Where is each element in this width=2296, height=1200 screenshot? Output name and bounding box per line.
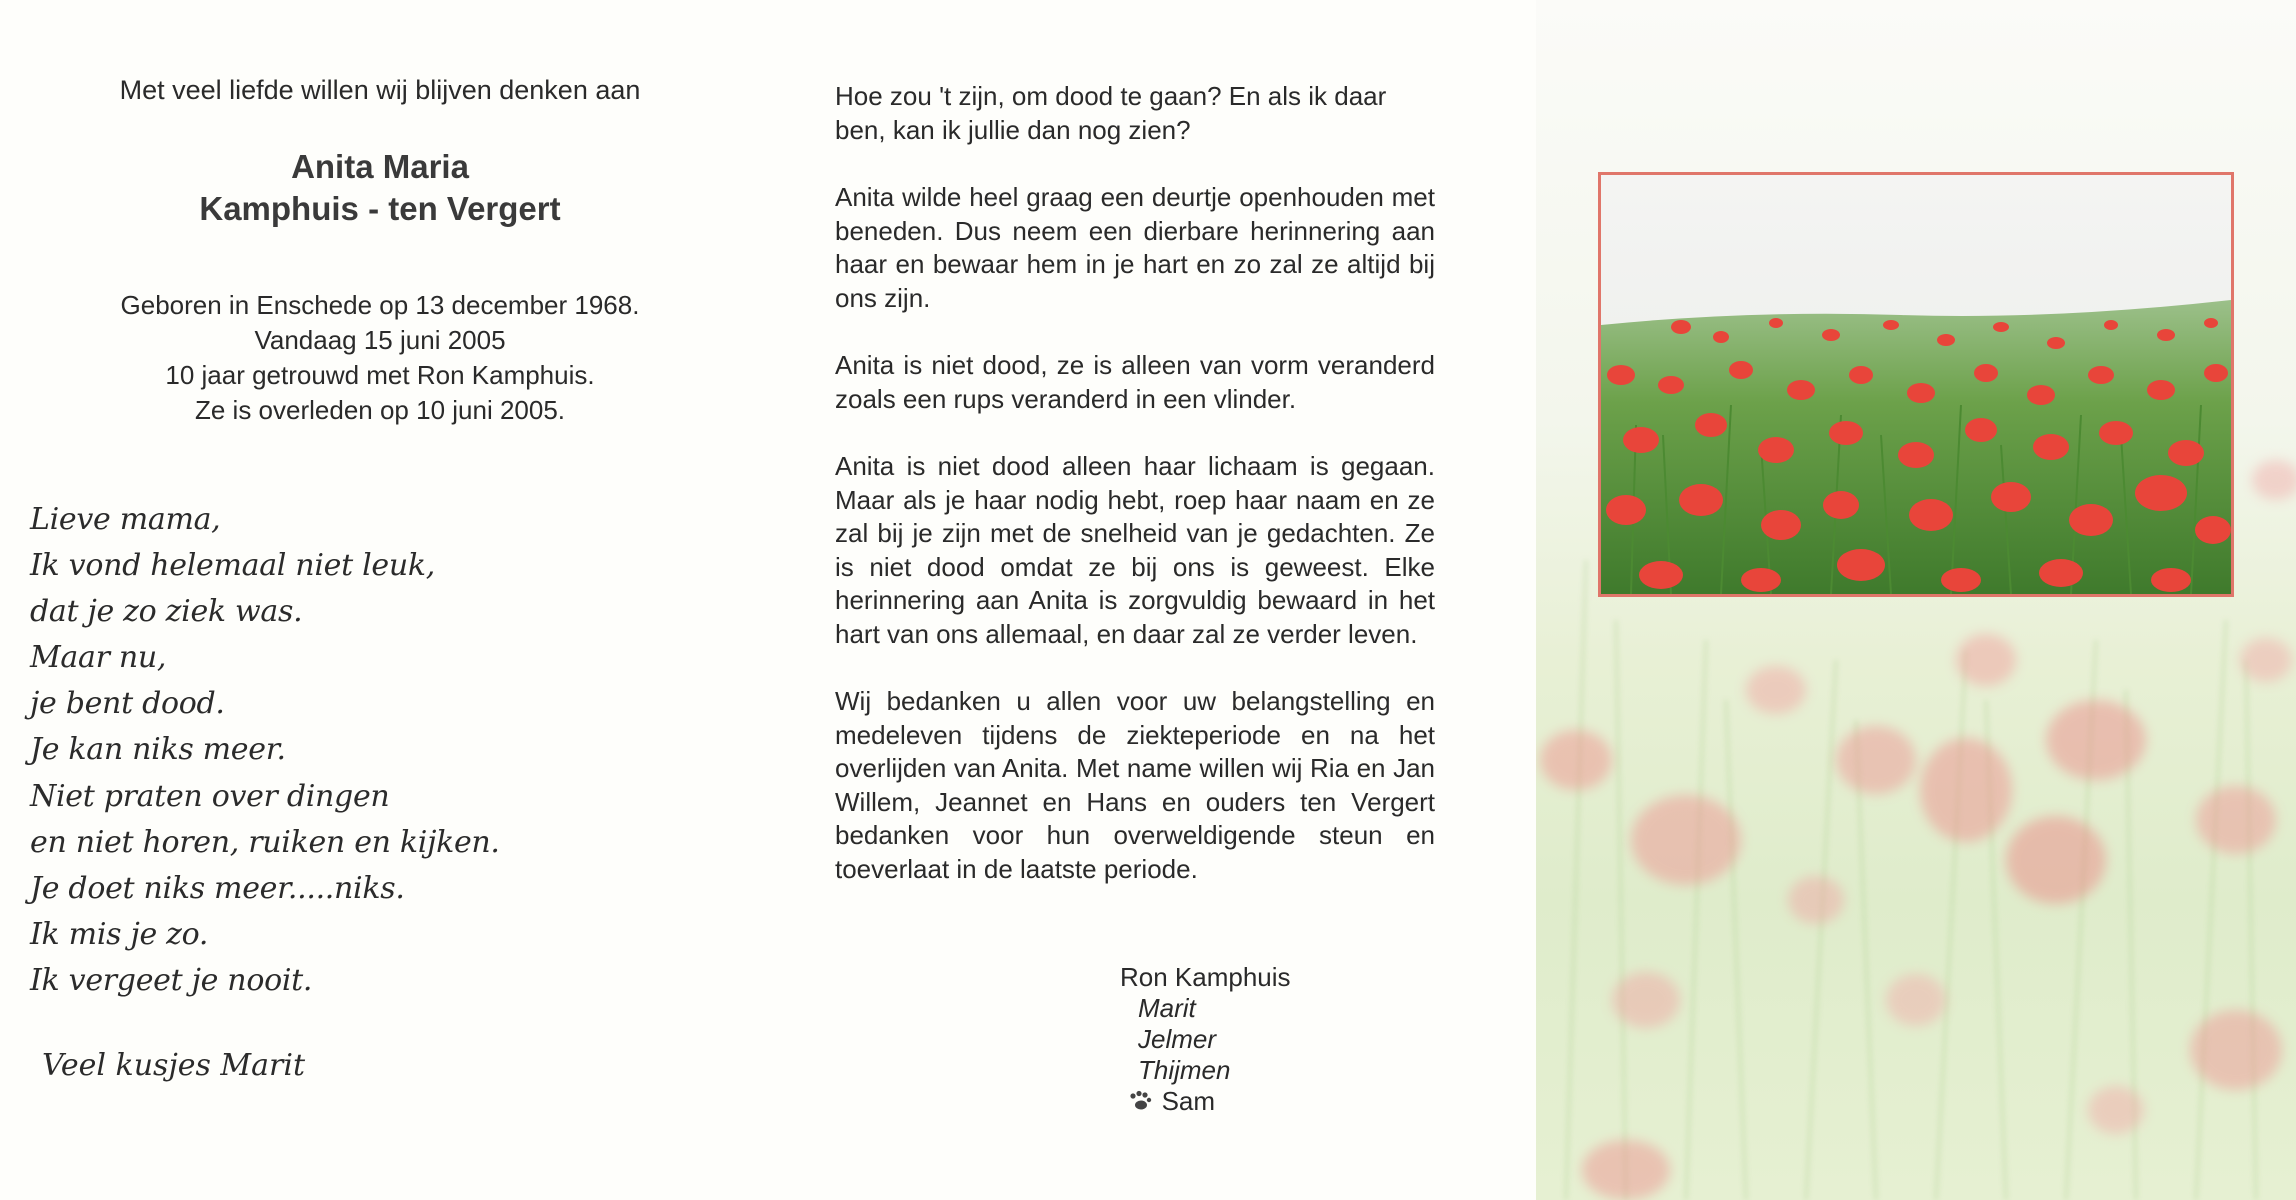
poem-line: Ik mis je zo.: [30, 916, 209, 952]
paw-print-icon: [1128, 1093, 1158, 1115]
poem-line: Ik vergeet je nooit.: [30, 962, 313, 998]
poem-signature: Veel kusjes Marit: [42, 1048, 306, 1083]
family-signatures: [1120, 962, 1291, 1120]
paragraph-memory: Anita wilde heel graag een deurtje openhouden met beneden. Dus neem een dierbare herinnering aan haar en bewaar hem in je hart en zo zal ze altijd bij ons zijn.: [835, 182, 1435, 313]
paragraph-question: Hoe zou 't zijn, om dood te gaan? En als ik daar ben, kan ik jullie dan nog zien?: [835, 81, 1387, 145]
poem-line: Maar nu,: [30, 640, 167, 676]
detail-line: Vandaag 15 juni 2005: [254, 325, 506, 355]
detail-line: 10 jaar getrouwd met Ron Kamphuis.: [165, 360, 595, 390]
signer-child: Thijmen: [1138, 1055, 1231, 1085]
detail-line: Geboren in Enschede op 13 december 1968.: [120, 290, 640, 320]
poem-line: Niet praten over dingen: [30, 778, 390, 814]
signer-pet: [1120, 1086, 1291, 1120]
signer-child: Jelmer: [1138, 1024, 1217, 1054]
poem-line: dat je zo ziek was.: [30, 594, 303, 630]
poppy-field-image: [1601, 175, 2231, 594]
paragraph-thanks: Wij bedanken u allen voor uw belangstelling en medeleven tijdens de ziekteperiode en na het overlijden van Anita. Met name willen wij Ria en Jan Willem, Jeannet en Hans en ouders ten Vergert bedanken voor hun overweldigende steun en toeverlaat in de laatste periode.: [835, 686, 1435, 884]
pet-name: Sam: [1161, 1086, 1216, 1116]
poppy-field-photo: [1598, 172, 2234, 597]
poem-line: Ik vond helemaal niet leuk,: [30, 548, 435, 584]
signer-child: Marit: [1138, 993, 1196, 1023]
signer-parent: Ron Kamphuis: [1120, 962, 1291, 992]
poem-line: Je kan niks meer.: [30, 732, 286, 768]
name-line-1: Anita Maria: [291, 148, 469, 185]
middle-column: [835, 80, 1435, 920]
poem-line: Je doet niks meer.....niks.: [30, 870, 405, 906]
poem-line: je bent dood.: [30, 686, 225, 722]
poem-line: en niet horen, ruiken en kijken.: [30, 824, 500, 860]
paragraph-butterfly: Anita is niet dood, ze is alleen van vorm veranderd zoals een rups veranderd in een vlinder.: [835, 350, 1435, 414]
paragraph-presence: Anita is niet dood alleen haar lichaam is gegaan. Maar als je haar nodig hebt, roep haar naam en ze zal bij je zijn met de snelheid van je gedachten. Ze is niet dood omdat ze bij ons is geweest. Elke herinnering aan Anita is zorgvuldig bewaard in het hart van ons allemaal, en daar zal ze verder leven.: [835, 451, 1435, 649]
child-poem: [30, 497, 550, 1004]
left-column: [40, 75, 720, 428]
poem-line: Lieve mama,: [30, 502, 221, 537]
name-line-2: Kamphuis - ten Vergert: [199, 190, 561, 227]
life-details: [40, 288, 720, 428]
deceased-name: [40, 146, 720, 230]
intro-text: Met veel liefde willen wij blijven denken aan: [119, 75, 641, 105]
detail-line: Ze is overleden op 10 juni 2005.: [194, 395, 566, 425]
